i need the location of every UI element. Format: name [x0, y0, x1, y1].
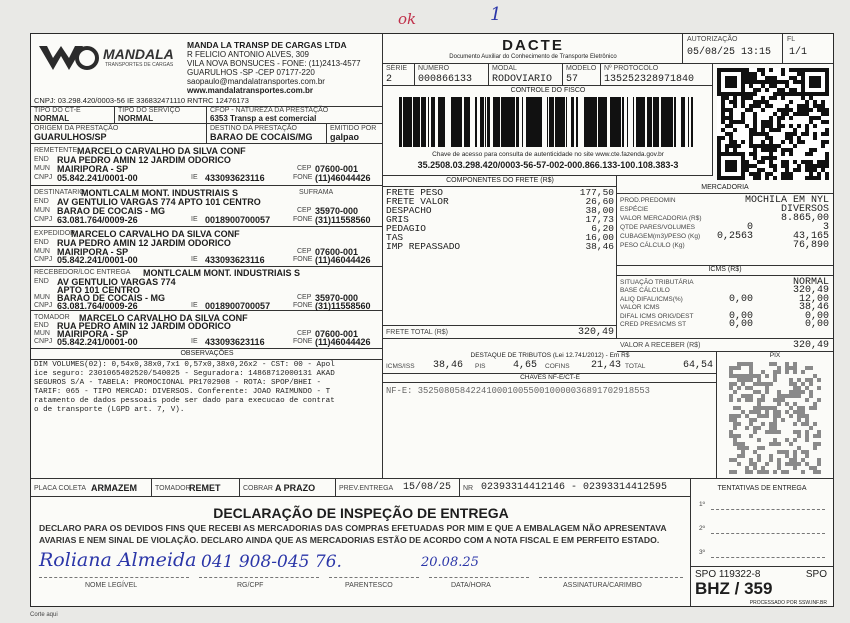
- tipo-cte-value: NORMAL: [34, 114, 70, 123]
- tipo-cte-label: TIPO DO CT-E: [34, 107, 81, 114]
- qtde-pares-value: 0: [747, 222, 754, 233]
- recebedor-cep: 35970-000: [315, 293, 359, 303]
- parentesco-label: PARENTESCO: [345, 582, 393, 589]
- dacte-subtitle: Documento Auxiliar do Conhecimento de Transporte Eletrônico: [449, 54, 617, 60]
- origem-cell: [31, 124, 207, 144]
- dacte-title: DACTE: [502, 37, 564, 54]
- chave-nfe-prefix: NF-E:: [386, 386, 413, 396]
- ie-label: IE: [191, 216, 198, 223]
- mun-label: MUN: [34, 294, 50, 301]
- data-line: [429, 577, 529, 578]
- recebedor-city: BARAO DE COCAIS - MG: [57, 293, 165, 303]
- remetente-ie: 433093623116: [205, 173, 265, 183]
- cnpj-label: CNPJ: [34, 302, 53, 309]
- frete-item-name: GRIS: [386, 214, 409, 225]
- cred-pres-label: CRED PRES/ICMS ST: [620, 321, 687, 328]
- valor-icms-label: VALOR ICMS: [620, 304, 660, 311]
- spo-code: SPO 119322-8: [695, 569, 761, 580]
- placa-coleta-label: PLACA COLETA: [34, 485, 87, 492]
- frete-item-value: 16,00: [585, 232, 614, 243]
- ie-label: IE: [191, 338, 198, 345]
- valor-receber-value: 320,49: [792, 340, 829, 351]
- chaves-label: CHAVES NF-E/CT-E: [383, 374, 717, 383]
- modelo-cell: [563, 64, 601, 86]
- folha-label: FL: [787, 36, 796, 43]
- autorizacao-label: AUTORIZAÇÃO: [687, 36, 738, 43]
- observacoes-line: o de transporte (LGPD art. 7, V).: [34, 406, 185, 414]
- nome-line: [39, 577, 189, 578]
- valor-mercadoria-value: 8.865,00: [780, 213, 829, 224]
- frete-total-row: [383, 325, 617, 339]
- peso-calculo-value: 76,890: [792, 240, 829, 251]
- difal-orig-value: 0,00: [729, 311, 754, 322]
- pix-qr-code: [729, 362, 821, 474]
- frete-item-name: TAS: [386, 232, 404, 243]
- tomador-phone: (11)46044426: [315, 337, 371, 347]
- issuer-address-line2: VILA NOVA BONSUCES - FONE: (11)2413-4577: [187, 59, 361, 68]
- qtde-volumes-value: 3: [822, 222, 829, 233]
- numero-label: NÚMERO: [418, 65, 450, 72]
- especie-value: DIVERSOS: [780, 204, 829, 215]
- frete-item: [386, 206, 614, 215]
- cep-label: CEP: [297, 330, 312, 337]
- icms-block: [617, 266, 833, 339]
- tomador-block: [31, 311, 383, 349]
- barcode: [397, 97, 697, 147]
- mandala-logo: [37, 42, 99, 74]
- declaracao-block: [31, 497, 691, 606]
- tributos-cofins-value: 21,43: [591, 360, 622, 371]
- tributos-pis-label: PIS: [475, 363, 486, 370]
- emitido-cell: [327, 124, 383, 144]
- tomador-address: RUA PEDRO AMIN 12 JARDIM ODORICO: [57, 321, 231, 331]
- declaracao-text-line2: AVARIAS E NEM SINAL DE VIOLAÇÃO. DECLARO AINDA QUE AS MERCADORIAS ESTÃO DE ACORDO COM A NOTA FISCAL E EM PERFEITO ESTADO.: [39, 535, 660, 545]
- tentativa-3-label: 3º: [699, 549, 705, 556]
- frete-item-name: FRETE VALOR: [386, 196, 449, 207]
- logo-subtitle: TRANSPORTES DE CARGAS: [105, 62, 174, 68]
- frete-components-label: COMPONENTES DO FRETE (R$): [383, 177, 617, 187]
- destinatario-cnpj: 63.081.764/0009-26: [57, 215, 138, 225]
- nome-legivel-label: NOME LEGÍVEL: [85, 582, 138, 589]
- destinatario-block: [31, 186, 383, 227]
- tomador-label: TOMADOR: [34, 314, 70, 321]
- destinatario-city: BARAO DE COCAIS - MG: [57, 206, 165, 216]
- emitido-label: EMITIDO POR: [330, 125, 377, 132]
- tentativa-1-label: 1º: [699, 501, 705, 508]
- base-calculo-label: BASE CÁLCULO: [620, 287, 670, 294]
- frete-item-value: 38,46: [585, 241, 614, 252]
- situacao-tributaria-label: SITUAÇÃO TRIBUTÁRIA: [620, 279, 694, 286]
- numero-value: 000866133: [418, 74, 473, 85]
- remetente-address: RUA PEDRO AMIN 12 JARDIM ODORICO: [57, 155, 231, 165]
- nr-label: NR: [463, 485, 474, 492]
- tentativa-1-line: [711, 509, 825, 510]
- issuer-address-line3: GUARULHOS -SP -CEP 07177-220: [187, 68, 315, 77]
- tentativa-3-line: [711, 557, 825, 558]
- mun-label: MUN: [34, 165, 50, 172]
- frete-item-value: 26,60: [585, 196, 614, 207]
- modal-label: MODAL: [492, 65, 517, 72]
- tributos-block: [383, 352, 717, 374]
- mercadoria-label: MERCADORIA: [617, 184, 833, 194]
- declaracao-title: DECLARAÇÃO DE INSPEÇÃO DE ENTREGA: [213, 505, 509, 521]
- valor-receber-label: VALOR A RECEBER (R$): [620, 342, 701, 349]
- mercadoria-block: [617, 176, 833, 266]
- spo-box: [691, 566, 833, 607]
- chave-hint: Chave de acesso para consulta de autenticidade no site www.cte.fazenda.gov.br: [432, 151, 664, 158]
- recebedor-address-line1: AV GENTULIO VARGAS 774: [57, 277, 176, 287]
- tentativa-2-label: 2º: [699, 525, 705, 532]
- folha-cell: [783, 34, 833, 64]
- origem-value: GUARULHOS/SP: [34, 132, 107, 142]
- tentativas-block: [691, 479, 833, 606]
- tomador-coleta-label: TOMADOR: [155, 485, 191, 492]
- placa-coleta-value: ARMAZEM: [91, 483, 137, 493]
- assinatura-label: ASSINATURA/CARIMBO: [563, 582, 642, 589]
- cobrar-label: COBRAR: [243, 485, 273, 492]
- peso-value: 43,165: [792, 231, 829, 242]
- remetente-name: MARCELO CARVALHO DA SILVA CONF: [77, 146, 246, 156]
- end-label: END: [34, 322, 49, 329]
- qtde-label: QTDE PARES/VOLUMES: [620, 224, 696, 231]
- expedidor-city: MAIRIPORA - SP: [57, 247, 129, 257]
- remetente-block: [31, 144, 383, 186]
- tributos-total-value: 64,54: [682, 360, 713, 371]
- cubagem-value: 0,2563: [717, 231, 754, 242]
- valor-receber-row: [617, 339, 833, 352]
- recebedor-ie: 0018900700057: [205, 301, 271, 311]
- ie-label: IE: [191, 174, 198, 181]
- tentativas-label: TENTATIVAS DE ENTREGA: [717, 485, 807, 492]
- processado-por: PROCESSADO POR SSW.INF.BR: [749, 600, 827, 606]
- tributos-total-label: TOTAL: [625, 363, 646, 370]
- recebedor-phone: (31)11558560: [315, 301, 371, 311]
- tomador-cnpj: 05.842.241/0001-00: [57, 337, 138, 347]
- tomador-name: MARCELO CARVALHO DA SILVA CONF: [79, 313, 248, 323]
- page-number-handwritten-mark: 1: [490, 4, 502, 25]
- ie-label: IE: [191, 256, 198, 263]
- controle-fisco-cell: [383, 86, 713, 176]
- protocolo-cell: [601, 64, 713, 86]
- cep-label: CEP: [297, 294, 312, 301]
- fone-label: FONE: [293, 216, 313, 223]
- especie-label: ESPÉCIE: [620, 206, 649, 213]
- observacoes-label: OBSERVAÇÕES: [31, 350, 383, 360]
- situacao-tributaria-value: NORMAL: [792, 277, 829, 288]
- frete-components-block: [383, 176, 617, 339]
- valor-icms-value: 38,46: [798, 302, 829, 313]
- observacoes-line: TARIF: 065 - TIPO MERCAD: DIVERSOS. Conferente: JOAO RAIMUNDO - T: [34, 388, 331, 396]
- dacte-title-cell: [383, 34, 683, 64]
- cnpj-label: CNPJ: [34, 338, 53, 345]
- prod-predomin-label: PROD.PREDOMIN: [620, 197, 676, 204]
- folha-value: 1/1: [789, 47, 808, 58]
- end-label: END: [34, 278, 49, 285]
- pix-block: [717, 352, 833, 479]
- suframa-label: SUFRAMA: [299, 189, 334, 196]
- mun-label: MUN: [34, 330, 50, 337]
- chave-nfe-value: 35250805842241000100550010000036891702918553: [417, 386, 650, 396]
- mun-label: MUN: [34, 207, 50, 214]
- cnpj-label: CNPJ: [34, 216, 53, 223]
- cfop-cell: [207, 107, 383, 124]
- cnpj-label: CNPJ: [34, 174, 53, 181]
- destino-cell: [207, 124, 327, 144]
- remetente-label: REMETENTE: [34, 147, 78, 154]
- tributos-cofins-label: COFINS: [545, 363, 570, 370]
- frete-item: [386, 242, 614, 251]
- destinatario-label: DESTINATARIO: [34, 189, 85, 196]
- difal-dest-value: 0,00: [804, 311, 829, 322]
- numero-cell: [415, 64, 489, 86]
- recebedor-cnpj: 63.081.764/0009-26: [57, 301, 138, 311]
- issuer-tax-ids: CNPJ: 03.298.420/0003-56 IE 336832471110 RNTRC 12476173: [34, 96, 249, 105]
- chave-acesso-value: 35.2508.03.298.420/0003-56-57-002-000.866.133-100.108.383-3: [417, 160, 679, 170]
- corte-aqui-label: Corte aqui: [30, 612, 58, 618]
- tipo-cte-cell: [31, 107, 115, 124]
- declaracao-text-line1: DECLARO PARA OS DEVIDOS FINS QUE RECEBI AS MERCADORIAS DAS COMPRAS EFETUADAS POR MIM E QUE A EMBALAGEM NÃO APRESENTAVA: [39, 523, 667, 533]
- cred-pres-value: 0,00: [729, 319, 754, 330]
- recebedor-block: [31, 267, 383, 311]
- frete-item-value: 6,20: [591, 223, 614, 234]
- modal-cell: [489, 64, 563, 86]
- rg-line: [199, 577, 319, 578]
- cep-label: CEP: [297, 207, 312, 214]
- end-label: END: [34, 198, 49, 205]
- fone-label: FONE: [293, 302, 313, 309]
- qr-code: [717, 68, 829, 180]
- prod-predomin-value: MOCHILA EM NYL: [744, 195, 829, 206]
- rg-cpf-label: RG/CPF: [237, 582, 264, 589]
- serie-value: 2: [386, 74, 393, 85]
- observacoes-line: DIM VOLUMES(02): 0,54x0,38x0,7x1 0,57x0,38x0,26x2 - CST: 00 - Apol: [34, 361, 335, 369]
- controle-fisco-label: CONTROLE DO FISCO: [510, 87, 586, 94]
- parentesco-line: [329, 577, 419, 578]
- remetente-city: MAIRIPORA - SP: [57, 164, 129, 174]
- issuer-block: [31, 34, 383, 107]
- issuer-name: MANDA LA TRANSP DE CARGAS LTDA: [187, 40, 347, 50]
- handwritten-name: Roliana Almeida: [39, 549, 197, 571]
- frete-item-value: 38,00: [585, 205, 614, 216]
- difal-label: DIFAL ICMS ORIG/DEST: [620, 313, 694, 320]
- valor-mercadoria-label: VALOR MERCADORIA (R$): [620, 215, 702, 222]
- prev-entrega-label: PREV.ENTREGA: [339, 485, 394, 492]
- frete-item-name: DESPACHO: [386, 205, 432, 216]
- tributos-pis-value: 4,65: [513, 360, 538, 371]
- cep-label: CEP: [297, 165, 312, 172]
- emitido-value: galpao: [330, 132, 360, 142]
- destinatario-cep: 35970-000: [315, 206, 359, 216]
- destinatario-address: AV GENTULIO VARGAS 774 APTO 101 CENTRO: [57, 197, 261, 207]
- observacoes-text: [34, 361, 335, 415]
- expedidor-label: EXPEDIDOR: [34, 230, 76, 237]
- spo-unit: SPO: [805, 569, 827, 580]
- frete-items-list: [386, 188, 614, 251]
- destino-label: DESTINO DA PRESTAÇÃO: [210, 125, 297, 132]
- pix-label: PIX: [769, 352, 781, 359]
- tomador-cep: 07600-001: [315, 329, 359, 339]
- frete-item-name: IMP REPASSADO: [386, 241, 461, 252]
- expedidor-phone: (11)46044426: [315, 255, 371, 265]
- frete-item: [386, 224, 614, 233]
- tomador-ie: 433093623116: [205, 337, 265, 347]
- frete-item-name: PEDAGIO: [386, 223, 426, 234]
- cobrar-value: A PRAZO: [275, 483, 316, 493]
- expedidor-address: RUA PEDRO AMIN 12 JARDIM ODORICO: [57, 238, 231, 248]
- remetente-cep: 07600-001: [315, 164, 359, 174]
- fone-label: FONE: [293, 174, 313, 181]
- aliquota-icms-value: 12,00: [798, 294, 829, 305]
- cep-label: CEP: [297, 248, 312, 255]
- destino-value: BARAO DE COCAIS/MG: [210, 132, 313, 142]
- tentativa-2-line: [711, 533, 825, 534]
- fone-label: FONE: [293, 338, 313, 345]
- expedidor-name: MARCELO CARVALHO DA SILVA CONF: [71, 229, 240, 239]
- expedidor-block: [31, 227, 383, 267]
- origem-label: ORIGEM DA PRESTAÇÃO: [34, 125, 119, 132]
- nr-value: 02393314412146 - 02393314412595: [481, 482, 668, 493]
- expedidor-cnpj: 05.842.241/0001-00: [57, 255, 138, 265]
- spo-route-code: BHZ / 359: [695, 579, 773, 598]
- observacoes-block: [31, 349, 383, 479]
- remetente-cnpj: 05.842.241/0001-00: [57, 173, 138, 183]
- observacoes-line: SEGUROS S/A - TABELA: PROMOCIONAL PR1702908 - ROTA: SPOP/BHEI -: [34, 379, 322, 387]
- cnpj-label: CNPJ: [34, 256, 53, 263]
- data-hora-label: DATA/HORA: [451, 582, 491, 589]
- ie-label: IE: [191, 302, 198, 309]
- protocolo-value: 135252328971840: [604, 74, 695, 85]
- end-label: END: [34, 239, 49, 246]
- cfop-label: CFOP - NATUREZA DA PRESTAÇÃO: [210, 107, 329, 114]
- observacoes-line: ice seguro: 2301065402520/540025 - Seguradora: 14868712000131 AKAD: [34, 370, 335, 378]
- issuer-email: saopaulo@mandalatransportes.com.br: [187, 77, 325, 86]
- expedidor-cep: 07600-001: [315, 247, 359, 257]
- tributos-label: DESTAQUE DE TRIBUTOS (Lei 12.741/2012) - Em R$: [470, 352, 630, 359]
- cfop-value: 6353 Transp a est comercial: [210, 114, 317, 123]
- frete-total-value: 320,49: [577, 327, 614, 338]
- protocolo-label: Nº PROTOCOLO: [604, 65, 659, 72]
- tipo-servico-label: TIPO DO SERVIÇO: [118, 107, 181, 114]
- autorizacao-cell: [683, 34, 783, 64]
- prev-entrega-value: 15/08/25: [403, 482, 452, 493]
- recebedor-label: RECEBEDOR/LOC ENTREGA: [34, 269, 131, 276]
- handwritten-phone: 041 908-045 76.: [201, 552, 342, 572]
- observacoes-line: ratamento de dados pessoais pode ser dado para execucao de contrat: [34, 397, 335, 405]
- remetente-phone: (11)46044426: [315, 173, 371, 183]
- aliquota-difal-value: 0,00: [729, 294, 754, 305]
- base-calculo-value: 320,49: [792, 285, 829, 296]
- ok-handwritten-mark: ok: [398, 10, 417, 28]
- serie-label: SÉRIE: [386, 65, 408, 72]
- destinatario-phone: (31)11558560: [315, 215, 371, 225]
- tipo-servico-cell: [115, 107, 207, 124]
- dacte-document: [30, 33, 834, 607]
- cubagem-label: CUBAGEM(m3)/PESO (Kg): [620, 233, 701, 240]
- frete-total-label: FRETE TOTAL (R$): [386, 329, 448, 336]
- modelo-value: 57: [566, 74, 579, 85]
- mun-label: MUN: [34, 248, 50, 255]
- destinatario-ie: 0018900700057: [205, 215, 271, 225]
- tributos-icms-label: ICMS/ISS: [386, 363, 415, 370]
- chave-nfe-row: [386, 386, 650, 396]
- aliquota-label: ALIQ DIFAL/ICMS(%): [620, 296, 683, 303]
- assinatura-line: [539, 577, 683, 578]
- autorizacao-value: 05/08/25 13:15: [687, 47, 772, 58]
- end-label: END: [34, 156, 49, 163]
- expedidor-ie: 433093623116: [205, 255, 265, 265]
- icms-label: ICMS (R$): [617, 266, 833, 276]
- modelo-label: MODELO: [566, 65, 597, 72]
- issuer-website: www.mandalatransportes.com.br: [187, 86, 313, 95]
- chaves-block: [383, 374, 717, 479]
- tomador-coleta-value: REMET: [189, 483, 221, 493]
- tributos-icms-value: 38,46: [433, 360, 464, 371]
- coleta-row: [31, 479, 691, 497]
- peso-calculo-label: PESO CÁLCULO (Kg): [620, 242, 685, 249]
- recebedor-address-line2: APTO 101 CENTRO: [57, 285, 140, 295]
- icms-st-value: 0,00: [804, 319, 829, 330]
- modal-value: RODOVIARIO: [492, 74, 553, 85]
- fone-label: FONE: [293, 256, 313, 263]
- frete-item-value: 177,50: [579, 187, 614, 198]
- frete-item-name: FRETE PESO: [386, 187, 444, 198]
- issuer-address-line1: R FELICIO ANTONIO ALVES, 309: [187, 50, 309, 59]
- tomador-city: MAIRIPORA - SP: [57, 329, 129, 339]
- tipo-servico-value: NORMAL: [118, 114, 154, 123]
- destinatario-name: MONTLCALM MONT. INDUSTRIAIS S: [81, 188, 238, 198]
- frete-item-value: 17,73: [585, 214, 614, 225]
- serie-cell: [383, 64, 415, 86]
- handwritten-date: 20.08.25: [421, 555, 479, 570]
- logo-text: MANDALA: [103, 46, 174, 62]
- recebedor-name: MONTLCALM MONT. INDUSTRIAIS S: [143, 268, 300, 278]
